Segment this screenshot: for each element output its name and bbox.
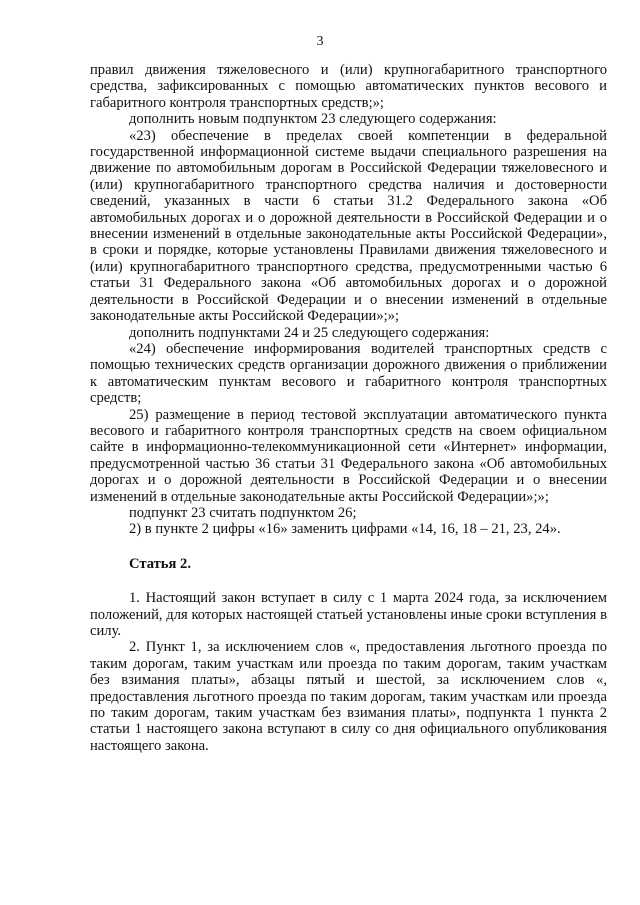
document-body — [90, 62, 607, 754]
article-heading: Статья 2. — [129, 555, 191, 572]
spacer — [90, 538, 607, 556]
paragraph-instruction: дополнить новым подпунктом 23 следующего содержания: — [129, 111, 497, 128]
paragraph-renumber: подпункт 23 считать подпунктом 26; — [129, 504, 357, 521]
paragraph-subclause-24: «24) обеспечение информирования водителей транспортных средств с помощью технических средств организации дорожного движения о приближении к автоматическим пунктам весового и габаритного контроля транспортных средств; — [90, 340, 607, 407]
article-paragraph-2: 2. Пункт 1, за исключением слов «, предоставления льготного проезда по таким дорогам, таким участкам или проезда по таким дорогам, таким участкам без взимания платы», абзацы пятый и шестой, за исключением слов «, предоставления льготного проезда по таким дорогам, таким участкам или проезда по таким дорогам, таким участкам без взимания платы», подпункта 1 пункта 2 статьи 1 настоящего закона вступают в силу со дня официального опубликования настоящего закона. — [90, 639, 607, 754]
paragraph-item-2: 2) в пункте 2 цифры «16» заменить цифрами «14, 16, 18 – 21, 23, 24». — [129, 521, 561, 538]
spacer — [90, 572, 607, 590]
page-number: 3 — [316, 34, 324, 49]
paragraph-subclause-23: «23) обеспечение в пределах своей компетенции в федеральной государственной информационной системе выдачи специального разрешения на движение по автомобильным дорогам в Российской Федерации тяжеловесного и (или) крупногабаритного транспортного средства наличия и достоверности сведений, указанных в части 6 статьи 31.2 Федерального закона «Об автомобильных дорогах и о дорожной деятельности в Российской Федерации и о внесении изменений в отдельные законодательные акты Российской Федерации», в сроки и порядке, которые установлены Правилами движения тяжеловесного и (или) крупногабаритного транспортного средства, предусмотренными частью 6 статьи 31 Федерального закона «Об автомобильных дорогах и о дорожной деятельности в Российской Федерации и о внесении изменений в отдельные законодательные акты Российской Федерации»;»; — [90, 127, 607, 325]
paragraph-continuation: правил движения тяжеловесного и (или) крупногабаритного транспортного средства, зафиксированных с помощью автоматических пунктов весового и габаритного контроля транспортных средств;»; — [90, 62, 607, 111]
paragraph-subclause-25: 25) размещение в период тестовой эксплуатации автоматического пункта весового и габаритного контроля транспортных средств на своем официальном сайте в информационно-телекоммуникационной сети «Интернет» информации, предусмотренной частью 36 статьи 31 Федерального закона «Об автомобильных дорогах и о дорожной деятельности в Российской Федерации и о внесении изменений в отдельные законодательные акты Российской Федерации»;»; — [90, 406, 607, 505]
article-paragraph-1: 1. Настоящий закон вступает в силу с 1 марта 2024 года, за исключением положений, для которых настоящей статьей установлены иные сроки вступления в силу. — [90, 590, 607, 639]
paragraph-instruction: дополнить подпунктами 24 и 25 следующего содержания: — [129, 324, 490, 341]
